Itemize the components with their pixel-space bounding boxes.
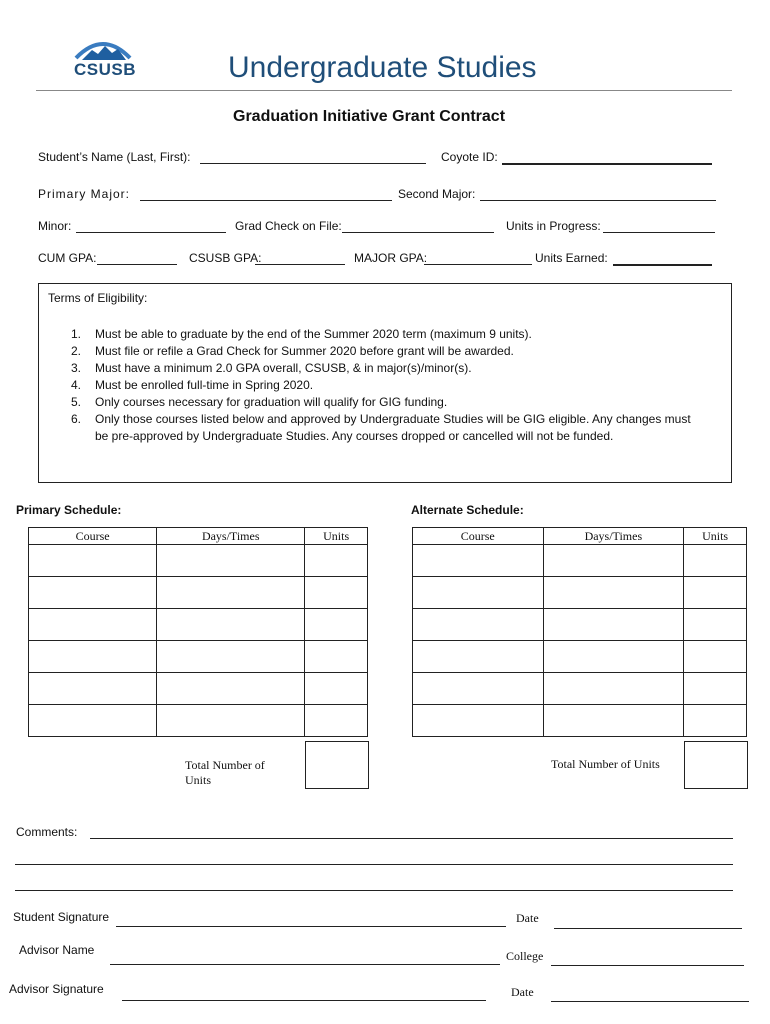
days-times-cell[interactable]	[157, 545, 305, 577]
title-rule	[36, 90, 732, 91]
grad-check-label: Grad Check on File:	[235, 219, 342, 233]
course-header: Course	[29, 528, 157, 545]
item-text: Only those courses listed below and approved by Undergraduate Studies will be GIG eligible. Any changes must	[95, 412, 691, 426]
units-cell[interactable]	[305, 705, 368, 737]
primary-schedule-label: Primary Schedule:	[16, 503, 122, 517]
days-times-cell[interactable]	[157, 673, 305, 705]
item-text: Must be enrolled full-time in Spring 2020.	[95, 378, 314, 392]
advisor-name-field[interactable]	[110, 964, 500, 965]
form-subtitle: Graduation Initiative Grant Contract	[233, 108, 506, 125]
units-earned-label: Units Earned:	[535, 251, 608, 265]
csusb-logo	[72, 36, 137, 82]
table-row	[29, 545, 368, 577]
course-cell[interactable]	[413, 609, 544, 641]
units-cell[interactable]	[305, 545, 368, 577]
terms-heading: Terms of Eligibility:	[48, 291, 148, 305]
units-cell[interactable]	[684, 577, 747, 609]
student-name-label: Student’s Name (Last, First):	[38, 150, 191, 164]
alternate-schedule-table	[412, 527, 747, 737]
table-row	[29, 705, 368, 737]
item-number: 2.	[71, 344, 82, 358]
list-item	[71, 412, 731, 446]
logo-text: CSUSB	[74, 60, 137, 79]
list-item	[71, 395, 731, 412]
table-row	[29, 577, 368, 609]
terms-box	[38, 283, 732, 483]
minor-field[interactable]	[76, 232, 226, 233]
course-cell[interactable]	[413, 705, 544, 737]
alternate-schedule-label: Alternate Schedule:	[411, 503, 524, 517]
course-cell[interactable]	[29, 641, 157, 673]
units-cell[interactable]	[305, 577, 368, 609]
major-gpa-field[interactable]	[424, 264, 532, 265]
list-item	[71, 344, 731, 361]
days-times-cell[interactable]	[157, 609, 305, 641]
course-cell[interactable]	[413, 673, 544, 705]
course-header: Course	[413, 528, 544, 545]
table-row	[413, 609, 747, 641]
days-times-cell[interactable]	[543, 609, 684, 641]
alternate-total-box[interactable]	[684, 741, 748, 789]
course-cell[interactable]	[413, 641, 544, 673]
days-times-header: Days/Times	[157, 528, 305, 545]
course-cell[interactable]	[29, 577, 157, 609]
advisor-signature-label: Advisor Signature	[9, 982, 104, 996]
course-cell[interactable]	[29, 705, 157, 737]
days-times-header: Days/Times	[543, 528, 684, 545]
days-times-cell[interactable]	[543, 705, 684, 737]
advisor-signature-field[interactable]	[122, 1000, 486, 1001]
units-cell[interactable]	[305, 641, 368, 673]
units-cell[interactable]	[684, 641, 747, 673]
primary-schedule-table	[28, 527, 368, 737]
date-field-1[interactable]	[554, 928, 742, 929]
units-header: Units	[305, 528, 368, 545]
days-times-cell[interactable]	[157, 641, 305, 673]
second-major-field[interactable]	[480, 200, 716, 201]
table-row	[29, 609, 368, 641]
item-number: 3.	[71, 361, 82, 375]
item-number: 5.	[71, 395, 82, 409]
days-times-cell[interactable]	[543, 673, 684, 705]
cum-gpa-label: CUM GPA:	[38, 251, 97, 265]
days-times-cell[interactable]	[543, 545, 684, 577]
units-header: Units	[684, 528, 747, 545]
csusb-gpa-field[interactable]	[255, 264, 345, 265]
comments-line-2[interactable]	[15, 864, 733, 865]
units-earned-field[interactable]	[613, 264, 712, 266]
table-row	[29, 673, 368, 705]
days-times-cell[interactable]	[543, 577, 684, 609]
college-field[interactable]	[551, 965, 744, 966]
table-row	[413, 705, 747, 737]
units-progress-field[interactable]	[603, 232, 715, 233]
cum-gpa-field[interactable]	[97, 264, 177, 265]
units-cell[interactable]	[684, 545, 747, 577]
units-progress-label: Units in Progress:	[506, 219, 601, 233]
grad-check-field[interactable]	[342, 232, 494, 233]
item-number: 6.	[71, 412, 82, 426]
student-name-field[interactable]	[200, 163, 426, 164]
course-cell[interactable]	[413, 577, 544, 609]
list-item	[71, 361, 731, 378]
primary-major-field[interactable]	[140, 200, 392, 201]
primary-total-label: Total Number of Units	[185, 758, 265, 787]
primary-major-label: Primary Major:	[38, 187, 131, 201]
days-times-cell[interactable]	[543, 641, 684, 673]
table-row	[413, 545, 747, 577]
student-signature-label: Student Signature	[13, 910, 110, 924]
item-text: Only courses necessary for graduation will qualify for GIG funding.	[95, 395, 448, 409]
course-cell[interactable]	[29, 673, 157, 705]
primary-total-box[interactable]	[305, 741, 369, 789]
item-text: Must file or refile a Grad Check for Summer 2020 before grant will be awarded.	[95, 344, 514, 358]
comments-line-1[interactable]	[90, 838, 733, 839]
item-number: 4.	[71, 378, 82, 392]
mountain-arc-icon	[72, 36, 134, 62]
units-cell[interactable]	[305, 609, 368, 641]
major-gpa-label: MAJOR GPA:	[354, 251, 428, 265]
alternate-total-label: Total Number of Units	[551, 757, 660, 771]
units-cell[interactable]	[305, 673, 368, 705]
student-signature-field[interactable]	[116, 926, 506, 927]
date-field-2[interactable]	[551, 1001, 749, 1002]
table-row	[413, 641, 747, 673]
terms-list	[71, 327, 731, 446]
comments-line-3[interactable]	[15, 890, 733, 891]
date-label-1: Date	[516, 911, 539, 925]
units-cell[interactable]	[684, 609, 747, 641]
list-item	[71, 327, 731, 344]
item-text-continued: be pre-approved by Undergraduate Studies. Any courses dropped or cancelled will not be funded.	[95, 429, 614, 443]
units-cell[interactable]	[684, 673, 747, 705]
date-label-2: Date	[511, 985, 534, 999]
page-title: Undergraduate Studies	[228, 51, 537, 84]
course-cell[interactable]	[29, 609, 157, 641]
comments-label: Comments:	[16, 825, 78, 839]
course-cell[interactable]	[29, 545, 157, 577]
item-text: Must be able to graduate by the end of the Summer 2020 term (maximum 9 units).	[95, 327, 532, 341]
item-text: Must have a minimum 2.0 GPA overall, CSUSB, & in major(s)/minor(s).	[95, 361, 472, 375]
second-major-label: Second Major:	[398, 187, 476, 201]
coyote-id-label: Coyote ID:	[441, 150, 498, 164]
coyote-id-field[interactable]	[502, 163, 712, 165]
college-label: College	[506, 949, 544, 963]
csusb-gpa-label: CSUSB GPA:	[189, 251, 262, 265]
course-cell[interactable]	[413, 545, 544, 577]
minor-label: Minor:	[38, 219, 72, 233]
table-row	[413, 577, 747, 609]
days-times-cell[interactable]	[157, 577, 305, 609]
days-times-cell[interactable]	[157, 705, 305, 737]
table-row	[29, 641, 368, 673]
advisor-name-label: Advisor Name	[19, 943, 95, 957]
item-number: 1.	[71, 327, 82, 341]
list-item	[71, 378, 731, 395]
units-cell[interactable]	[684, 705, 747, 737]
table-row	[413, 673, 747, 705]
